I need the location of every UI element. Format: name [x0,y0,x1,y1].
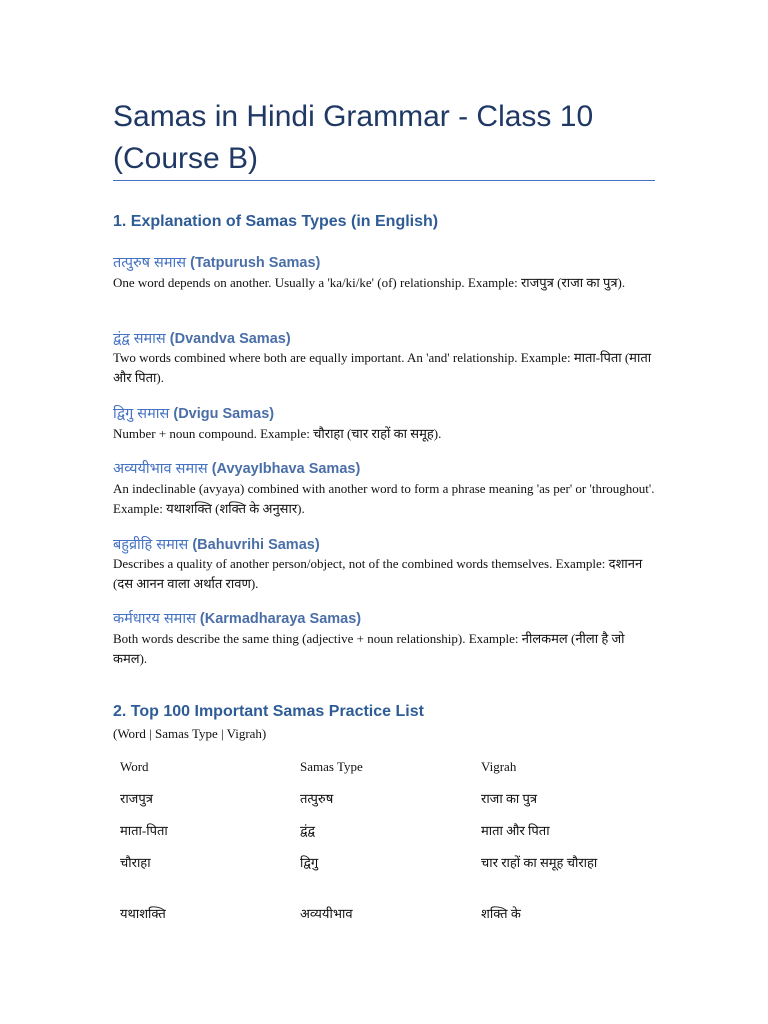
section1-heading: 1. Explanation of Samas Types (in English) [113,213,439,230]
samas-type-description: Number + noun compound. Example: चौराहा (चार राहों का समूह). [113,426,442,441]
table-cell-samas-type: तत्पुरुष [300,791,334,806]
samas-type-english: (Bahuvrihi Samas) [192,537,320,553]
table-cell-word: माता-पिता [120,823,168,838]
samas-type-description: Both words describe the same thing (adjective + noun relationship). Example: नीलकमल (नीला है जो कमल). [113,631,625,666]
samas-type-heading [113,608,361,628]
section2-heading: 2. Top 100 Important Samas Practice List [113,703,424,720]
samas-type-english: (Dvandva Samas) [169,331,291,347]
table-cell-vigrah: राजा का पुत्र [481,791,538,806]
table-cell-vigrah: चार राहों का समूह चौराहा [481,855,598,870]
column-header-word: Word [120,759,149,774]
samas-type-heading [113,534,320,554]
samas-type-english: (Karmadharaya Samas) [199,611,362,627]
samas-type-description: Two words combined where both are equally important. An 'and' relationship. Example: माता-पिता (माता और पिता). [113,350,652,385]
samas-type-hindi: द्विगु समास [113,406,170,422]
samas-type-hindi: कर्मधारय समास [113,611,196,627]
table-cell-word: राजपुत्र [120,791,153,806]
samas-type-heading [113,403,274,423]
samas-type-hindi: बहुव्रीहि समास [113,537,189,553]
samas-type-description: An indeclinable (avyaya) combined with another word to form a phrase meaning 'as per' or 'throughout'. Example: यथाशक्ति (शक्ति के अनुसार). [113,481,655,516]
samas-type-hindi: द्वंद्व समास [113,331,166,347]
samas-type-hindi: अव्ययीभाव समास [113,461,208,477]
table-cell-word: चौराहा [120,855,151,870]
samas-type-english: (Tatpurush Samas) [190,255,321,271]
samas-type-hindi: तत्पुरुष समास [113,255,187,271]
table-cell-word: यथाशक्ति [120,906,166,921]
samas-type-english: (Dvigu Samas) [173,406,275,422]
table-cell-samas-type: द्वंद्व [300,823,315,838]
table-cell-vigrah: माता और पिता [481,823,550,838]
table-cell-vigrah: शक्ति के [481,906,521,921]
samas-type-english: (AvyayIbhava Samas) [211,461,361,477]
table-caption: (Word | Samas Type | Vigrah) [113,726,267,741]
samas-type-description: Describes a quality of another person/object, not of the combined words themselves. Example: दशानन (दस आनन वाला अर्थात रावण). [113,556,643,591]
title-divider [113,180,655,181]
samas-type-heading [113,328,291,348]
page-title: Samas in Hindi Grammar - Class 10 (Course B) [113,100,594,175]
samas-type-description: One word depends on another. Usually a 'ka/ki/ke' (of) relationship. Example: राजपुत्र (राजा का पुत्र). [113,275,626,290]
table-cell-samas-type: द्विगु [300,855,319,870]
column-header-samas-type: Samas Type [300,759,363,774]
samas-type-heading [113,252,320,272]
table-cell-samas-type: अव्ययीभाव [300,906,353,921]
column-header-vigrah: Vigrah [481,759,517,774]
samas-type-heading [113,458,360,478]
